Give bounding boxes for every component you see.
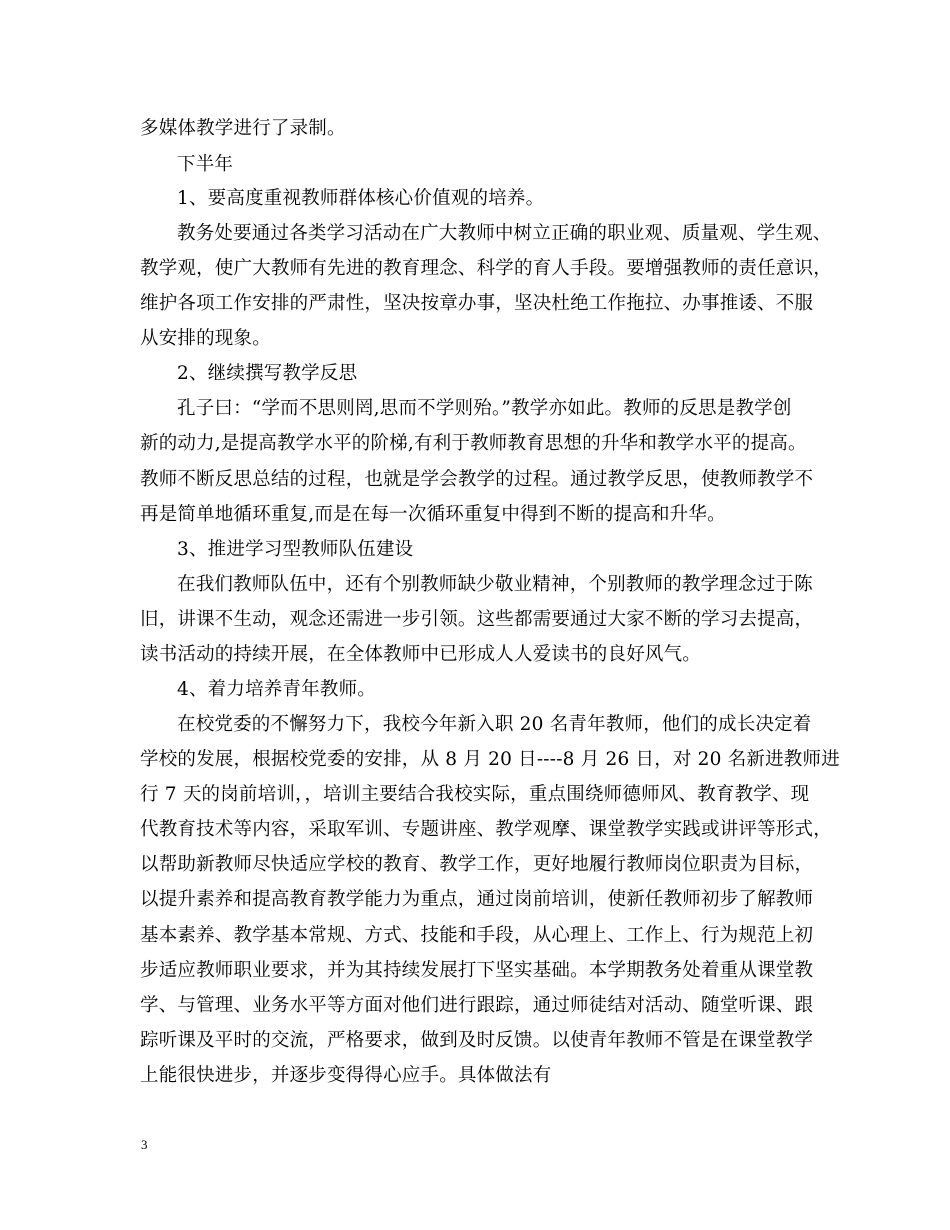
text-line: 代教育技术等内容，采取军训、专题讲座、教学观摩、课堂教学实践或讲评等形式， bbox=[140, 819, 832, 840]
text-line: 教师不断反思总结的过程，也就是学会教学的过程。通过教学反思，使教师教学不 bbox=[140, 469, 814, 490]
text-line: 再是简单地循环重复,而是在每一次循环重复中得到不断的提高和升华。 bbox=[140, 504, 726, 525]
text-line: 基本素养、教学基本常规、方式、技能和手段，从心理上、工作上、行为规范上初 bbox=[140, 925, 814, 946]
text-line: 以帮助新教师尽快适应学校的教育、教学工作，更好地履行教师岗位职责为目标， bbox=[140, 854, 814, 875]
section-heading: 4、着力培养青年教师。 bbox=[177, 679, 376, 700]
text-line: 读书活动的持续开展，在全体教师中已形成人人爱读书的良好风气。 bbox=[140, 644, 702, 665]
section-heading: 下半年 bbox=[177, 154, 234, 175]
text-line: 步适应教师职业要求，并为其持续发展打下坚实基础。本学期教务处着重从课堂教 bbox=[140, 960, 814, 981]
text-line: 学、与管理、业务水平等方面对他们进行跟踪，通过师徒结对活动、随堂听课、跟 bbox=[140, 995, 814, 1016]
text-line: 旧，讲课不生动，观念还需进一步引领。这些都需要通过大家不断的学习去提高， bbox=[140, 609, 814, 630]
text-line: 在校党委的不懈努力下，我校今年新入职 20 名青年教师，他们的成长决定着 bbox=[177, 714, 812, 735]
page-number: 3 bbox=[141, 1137, 148, 1152]
text-line: 新的动力,是提高教学水平的阶梯,有利于教师教育思想的升华和教学水平的提高。 bbox=[140, 433, 807, 454]
text-line: 踪听课及平时的交流，严格要求，做到及时反馈。以使青年教师不管是在课堂教学 bbox=[140, 1030, 814, 1051]
section-heading: 2、继续撰写教学反思 bbox=[177, 363, 358, 384]
text-line: 行 7 天的岗前培训，，培训主要结合我校实际，重点围绕师德师风、教育教学、现 bbox=[140, 784, 810, 805]
text-line: 从安排的现象。 bbox=[140, 328, 271, 349]
text-line: 多媒体教学进行了录制。 bbox=[140, 118, 346, 139]
text-line: 孔子曰：“学而不思则罔,思而不学则殆。”教学亦如此。教师的反思是教学创 bbox=[177, 398, 792, 419]
text-line: 教务处要通过各类学习活动在广大教师中树立正确的职业观、质量观、学生观、 bbox=[177, 223, 832, 244]
section-heading: 1、要高度重视教师群体核心价值观的培养。 bbox=[177, 188, 545, 209]
text-line: 维护各项工作安排的严肃性，坚决按章办事，坚决杜绝工作拖拉、办事推诿、不服 bbox=[140, 293, 814, 314]
section-heading: 3、推进学习型教师队伍建设 bbox=[177, 539, 414, 560]
text-line: 上能很快进步，并逐步变得得心应手。具体做法有 bbox=[140, 1065, 552, 1086]
text-line: 在我们教师队伍中，还有个别教师缺少敬业精神，个别教师的教学理念过于陈 bbox=[177, 574, 813, 595]
text-line: 以提升素养和提高教育教学能力为重点，通过岗前培训，使新任教师初步了解教师 bbox=[140, 889, 814, 910]
text-line: 学校的发展，根据校党委的安排，从 8 月 20 日----8 月 26 日，对 20 名新进教师进 bbox=[140, 749, 840, 770]
text-line: 教学观，使广大教师有先进的教育理念、科学的育人手段。要增强教师的责任意识， bbox=[140, 258, 832, 279]
